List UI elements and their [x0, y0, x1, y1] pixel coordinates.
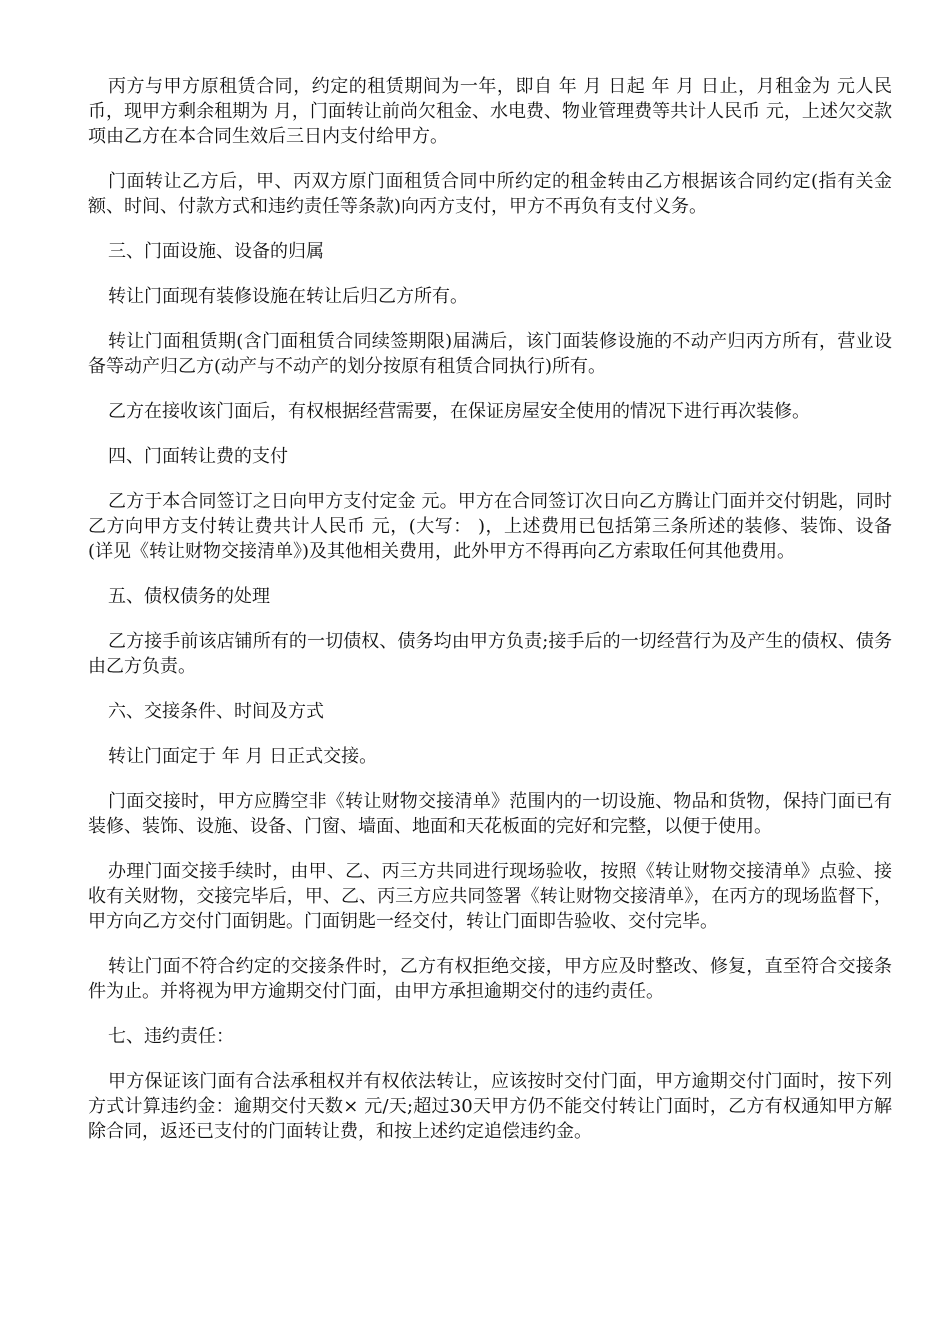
paragraph-transfer-fee: 乙方于本合同签订之日向甲方支付定金 元。甲方在合同签订次日向乙方腾让门面并交付钥匙，同时乙方向甲方支付转让费共计人民币 元，(大写： )，上述费用已包括第三条所述的装修、装饰、设备(详见《转让财物交接清单》)及其他相关费用，此外甲方不得再向乙方索取任何其他费用。	[88, 491, 892, 562]
paragraph-lease-expiry: 转让门面租赁期(含门面租赁合同续签期限)届满后，该门面装修设施的不动产归丙方所有，营业设备等动产归乙方(动产与不动产的划分按原有租赁合同执行)所有。	[88, 331, 892, 377]
paragraph-debts: 乙方接手前该店铺所有的一切债权、债务均由甲方负责;接手后的一切经营行为及产生的债权、债务由乙方负责。	[88, 631, 892, 677]
paragraph-renovation-right: 乙方在接收该门面后，有权根据经营需要，在保证房屋安全使用的情况下进行再次装修。	[108, 401, 810, 422]
section-heading-4: 四、门面转让费的支付	[108, 446, 288, 467]
section-heading-5: 五、债权债务的处理	[108, 586, 270, 607]
paragraph-handover-refusal: 转让门面不符合约定的交接条件时，乙方有权拒绝交接，甲方应及时整改、修复，直至符合交接条件为止。并将视为甲方逾期交付门面，由甲方承担逾期交付的违约责任。	[88, 956, 892, 1002]
paragraph-liability: 甲方保证该门面有合法承租权并有权依法转让，应该按时交付门面，甲方逾期交付门面时，按下列方式计算违约金：逾期交付天数× 元/天;超过30天甲方仍不能交付转让门面时，乙方有权通知甲方解除合同，返还已支付的门面转让费，和按上述约定追偿违约金。	[88, 1071, 892, 1142]
paragraph-handover-procedure: 办理门面交接手续时，由甲、乙、丙三方共同进行现场验收，按照《转让财物交接清单》点验、接收有关财物，交接完毕后，甲、乙、丙三方应共同签署《转让财物交接清单》，在丙方的现场监督下，甲方向乙方交付门面钥匙。门面钥匙一经交付，转让门面即告验收、交付完毕。	[88, 861, 892, 932]
paragraph-handover-date: 转让门面定于 年 月 日正式交接。	[108, 746, 378, 767]
paragraph-rent-arrears: 丙方与甲方原租赁合同，约定的租赁期间为一年，即自 年 月 日起 年 月 日止，月租金为 元人民币，现甲方剩余租期为 月，门面转让前尚欠租金、水电费、物业管理费等共计人民币 元，上述欠交款项由乙方在本合同生效后三日内支付给甲方。	[88, 76, 892, 147]
section-heading-6: 六、交接条件、时间及方式	[108, 701, 324, 722]
section-heading-7: 七、违约责任：	[108, 1026, 234, 1047]
paragraph-rent-transfer: 门面转让乙方后，甲、丙双方原门面租赁合同中所约定的租金转由乙方根据该合同约定(指有关金额、时间、付款方式和违约责任等条款)向丙方支付，甲方不再负有支付义务。	[88, 171, 892, 217]
paragraph-fixtures-ownership: 转让门面现有装修设施在转让后归乙方所有。	[108, 286, 468, 307]
paragraph-handover-clear: 门面交接时，甲方应腾空非《转让财物交接清单》范围内的一切设施、物品和货物，保持门面已有装修、装饰、设施、设备、门窗、墙面、地面和天花板面的完好和完整，以便于使用。	[88, 791, 892, 837]
section-heading-3: 三、门面设施、设备的归属	[108, 241, 324, 262]
